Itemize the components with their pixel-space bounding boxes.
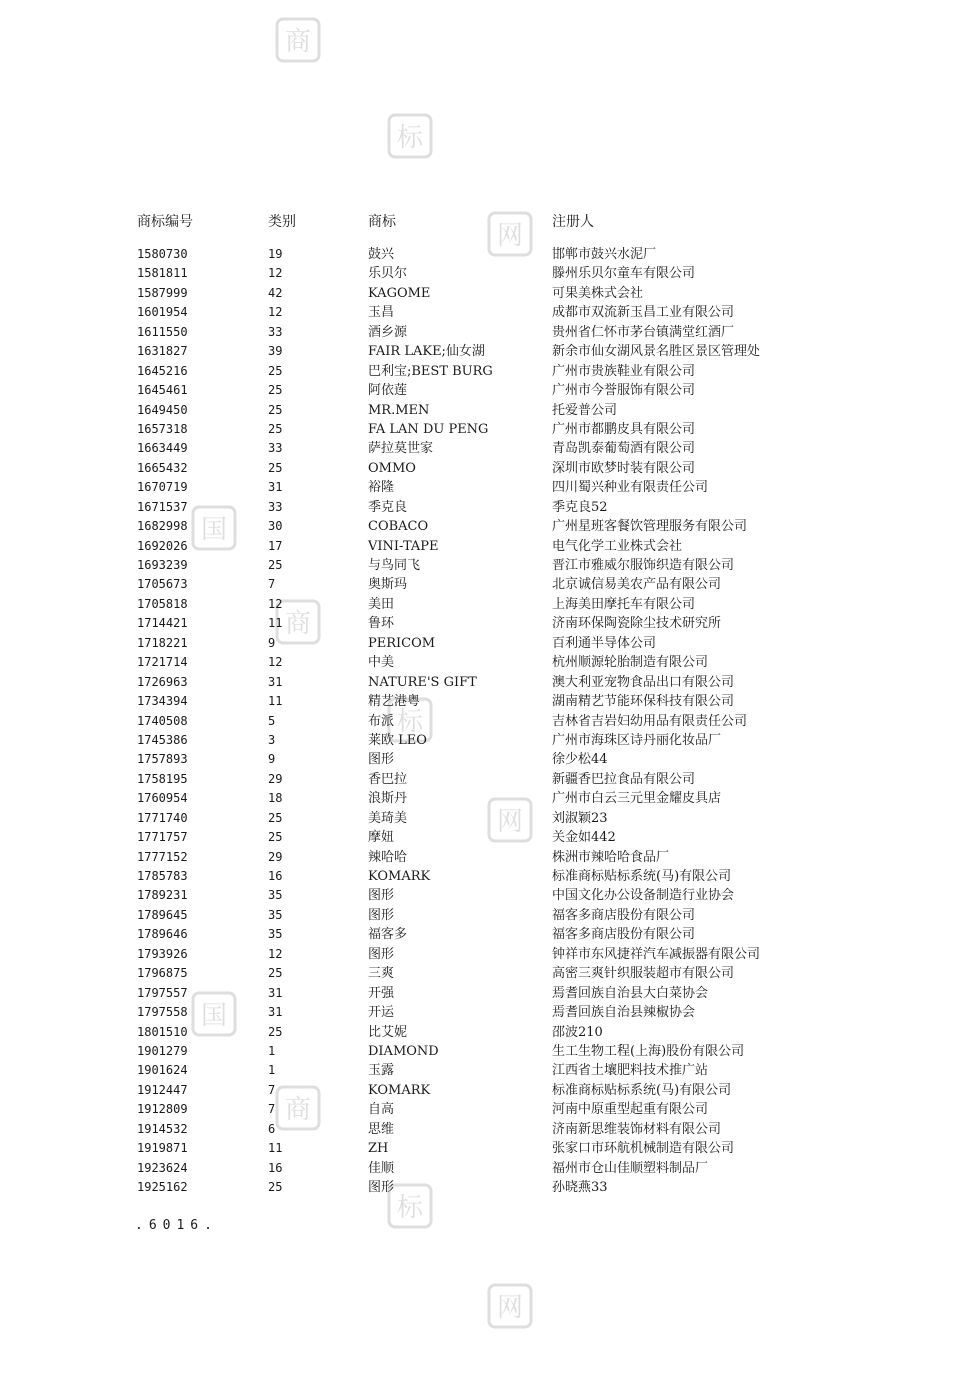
header-trademark-number: 商标编号 bbox=[137, 214, 193, 230]
table-row bbox=[0, 673, 980, 692]
class-cell: 33 bbox=[268, 441, 283, 456]
svg-text:国: 国 bbox=[200, 515, 228, 545]
registrant-cell: 高密三爽针织服装超市有限公司 bbox=[552, 966, 735, 982]
class-cell: 25 bbox=[268, 363, 283, 378]
registrant-cell: 刘淑颖23 bbox=[552, 810, 608, 826]
trademark-cell: 奥斯玛 bbox=[368, 577, 408, 593]
table-body bbox=[0, 245, 980, 1197]
registrant-cell: 株洲市辣哈哈食品厂 bbox=[552, 849, 670, 865]
trademark-cell: MR.MEN bbox=[368, 402, 430, 418]
trademark-number-cell: 1785783 bbox=[137, 869, 188, 883]
class-cell: 33 bbox=[268, 324, 283, 339]
trademark-number-cell: 1580730 bbox=[137, 247, 188, 261]
registrant-cell: 福州市仓山佳顺塑料制品厂 bbox=[552, 1160, 709, 1176]
trademark-cell: PERICOM bbox=[368, 635, 436, 651]
table-row bbox=[0, 1023, 980, 1042]
trademark-number-cell: 1611550 bbox=[137, 324, 188, 339]
table-row bbox=[0, 517, 980, 536]
class-cell: 35 bbox=[268, 907, 283, 922]
trademark-number-cell: 1726963 bbox=[137, 674, 188, 689]
table-row bbox=[0, 381, 980, 400]
trademark-cell: DIAMOND bbox=[368, 1043, 439, 1059]
trademark-number-cell: 1914532 bbox=[137, 1121, 188, 1136]
class-cell: 25 bbox=[268, 383, 283, 398]
table-row bbox=[0, 1081, 980, 1100]
svg-text:商: 商 bbox=[284, 1095, 312, 1125]
trademark-cell: 美田 bbox=[368, 596, 395, 612]
trademark-number-cell: 1777152 bbox=[137, 849, 188, 864]
trademark-cell: 美琦美 bbox=[368, 810, 408, 826]
trademark-cell: 辣哈哈 bbox=[368, 849, 408, 865]
trademark-cell: KOMARK bbox=[368, 869, 431, 884]
table-row bbox=[0, 712, 980, 731]
trademark-cell: COBACO bbox=[368, 519, 429, 535]
class-cell: 33 bbox=[268, 499, 283, 514]
table-header bbox=[0, 211, 980, 233]
registrant-cell: 标准商标贴标系统(马)有限公司 bbox=[552, 869, 732, 884]
table-row bbox=[0, 439, 980, 458]
class-cell: 1 bbox=[268, 1063, 276, 1078]
table-row bbox=[0, 750, 980, 769]
trademark-cell: 图形 bbox=[368, 752, 395, 768]
trademark-cell: OMMO bbox=[368, 460, 416, 476]
trademark-cell: 福客多 bbox=[368, 927, 408, 943]
trademark-number-cell: 1692026 bbox=[137, 538, 188, 553]
class-cell: 6 bbox=[268, 1121, 276, 1136]
trademark-number-cell: 1771757 bbox=[137, 830, 188, 845]
registrant-cell: 济南新思维装饰材料有限公司 bbox=[552, 1121, 722, 1137]
class-cell: 29 bbox=[268, 849, 283, 864]
trademark-number-cell: 1714421 bbox=[137, 616, 188, 631]
registrant-cell: 广州星班客餐饮管理服务有限公司 bbox=[552, 519, 748, 535]
registrant-cell: 百利通半导体公司 bbox=[552, 635, 657, 651]
table-row bbox=[0, 401, 980, 420]
trademark-number-cell: 1796875 bbox=[137, 966, 188, 981]
registrant-cell: 可果美株式会社 bbox=[552, 285, 644, 301]
registrant-cell: 中国文化办公设备制造行业协会 bbox=[552, 888, 735, 904]
class-cell: 35 bbox=[268, 888, 283, 903]
trademark-number-cell: 1801510 bbox=[137, 1024, 188, 1039]
class-cell: 7 bbox=[268, 1102, 276, 1117]
trademark-number-cell: 1789645 bbox=[137, 907, 188, 922]
class-cell: 5 bbox=[268, 713, 276, 728]
class-cell: 12 bbox=[268, 596, 283, 611]
trademark-number-cell: 1631827 bbox=[137, 344, 188, 359]
table-row bbox=[0, 1120, 980, 1139]
trademark-number-cell: 1745386 bbox=[137, 732, 188, 747]
class-cell: 25 bbox=[268, 1180, 283, 1194]
trademark-number-cell: 1665432 bbox=[137, 460, 188, 475]
registrant-cell: 深圳市欧梦时装有限公司 bbox=[552, 460, 696, 476]
trademark-cell: 图形 bbox=[368, 1180, 395, 1195]
class-cell: 31 bbox=[268, 480, 283, 495]
table-row bbox=[0, 964, 980, 983]
table-row bbox=[0, 945, 980, 964]
trademark-cell: 图形 bbox=[368, 946, 395, 962]
class-cell: 12 bbox=[268, 655, 283, 670]
trademark-number-cell: 1663449 bbox=[137, 441, 188, 456]
trademark-cell: 莱欧 LEO bbox=[368, 732, 427, 748]
table-row bbox=[0, 789, 980, 808]
page-marker: .6016. bbox=[135, 1218, 218, 1233]
table-row bbox=[0, 595, 980, 614]
trademark-number-cell: 1797557 bbox=[137, 985, 188, 1000]
class-cell: 12 bbox=[268, 305, 283, 320]
class-cell: 18 bbox=[268, 791, 283, 806]
trademark-number-cell: 1601954 bbox=[137, 305, 188, 320]
trademark-number-cell: 1705673 bbox=[137, 577, 188, 592]
registrant-cell: 湖南精艺节能环保科技有限公司 bbox=[552, 694, 735, 710]
registrant-cell: 广州市白云三元里金耀皮具店 bbox=[552, 791, 722, 807]
trademark-cell: 浪斯丹 bbox=[368, 791, 408, 807]
class-cell: 11 bbox=[268, 616, 283, 631]
trademark-cell: 精艺港粤 bbox=[368, 694, 421, 710]
trademark-cell: 三爽 bbox=[368, 966, 395, 982]
watermark-icon bbox=[274, 16, 322, 64]
registrant-cell: 成都市双流新玉昌工业有限公司 bbox=[552, 305, 735, 321]
registrant-cell: 钟祥市东风捷祥汽车减振器有限公司 bbox=[552, 946, 761, 962]
registrant-cell: 江西省土壤肥料技术推广站 bbox=[552, 1063, 709, 1079]
table-row bbox=[0, 420, 980, 439]
trademark-number-cell: 1925162 bbox=[137, 1180, 188, 1194]
registrant-cell: 广州市贵族鞋业有限公司 bbox=[552, 363, 696, 379]
trademark-cell: 鼓兴 bbox=[368, 247, 395, 262]
class-cell: 25 bbox=[268, 966, 283, 981]
registrant-cell: 四川蜀兴种业有限责任公司 bbox=[552, 480, 709, 496]
trademark-number-cell: 1705818 bbox=[137, 596, 188, 611]
registrant-cell: 标准商标贴标系统(马)有限公司 bbox=[552, 1082, 732, 1098]
registrant-cell: 张家口市环航机械制造有限公司 bbox=[552, 1141, 735, 1157]
table-row bbox=[0, 537, 980, 556]
trademark-cell: 比艾妮 bbox=[368, 1024, 408, 1040]
registrant-cell: 澳大利亚宠物食品出口有限公司 bbox=[552, 674, 735, 690]
table-row bbox=[0, 323, 980, 342]
trademark-number-cell: 1912447 bbox=[137, 1082, 188, 1097]
class-cell: 12 bbox=[268, 946, 283, 961]
svg-text:标: 标 bbox=[396, 123, 424, 153]
registrant-cell: 邵波210 bbox=[552, 1024, 603, 1040]
trademark-cell: 自高 bbox=[368, 1102, 395, 1118]
trademark-number-cell: 1789231 bbox=[137, 888, 188, 903]
trademark-cell: 开运 bbox=[368, 1005, 395, 1021]
trademark-cell: 鲁环 bbox=[368, 616, 395, 632]
class-cell: 30 bbox=[268, 519, 283, 534]
header-trademark: 商标 bbox=[368, 214, 396, 230]
class-cell: 25 bbox=[268, 421, 283, 436]
trademark-cell: 思维 bbox=[368, 1121, 395, 1137]
svg-text:商: 商 bbox=[284, 609, 312, 639]
class-cell: 25 bbox=[268, 830, 283, 845]
table-row bbox=[0, 1159, 980, 1178]
registrant-cell: 托爱普公司 bbox=[552, 402, 618, 418]
trademark-number-cell: 1793926 bbox=[137, 946, 188, 961]
table-row bbox=[0, 498, 980, 517]
trademark-cell: KOMARK bbox=[368, 1082, 431, 1098]
table-row bbox=[0, 731, 980, 750]
class-cell: 1 bbox=[268, 1043, 276, 1058]
registrant-cell: 广州市今誉服饰有限公司 bbox=[552, 383, 696, 399]
trademark-number-cell: 1645216 bbox=[137, 363, 188, 378]
class-cell: 9 bbox=[268, 635, 276, 650]
class-cell: 11 bbox=[268, 1141, 283, 1156]
trademark-number-cell: 1645461 bbox=[137, 383, 188, 398]
trademark-number-cell: 1682998 bbox=[137, 519, 188, 534]
trademark-cell: VINI-TAPE bbox=[368, 538, 439, 554]
table-row bbox=[0, 575, 980, 594]
class-cell: 7 bbox=[268, 577, 276, 592]
trademark-number-cell: 1671537 bbox=[137, 499, 188, 514]
table-row bbox=[0, 478, 980, 497]
trademark-cell: 摩妞 bbox=[368, 830, 395, 846]
svg-text:网: 网 bbox=[496, 1293, 524, 1323]
table-row bbox=[0, 1042, 980, 1061]
class-cell: 31 bbox=[268, 674, 283, 689]
trademark-cell: NATURE'S GIFT bbox=[368, 674, 477, 690]
registrant-cell: 电气化学工业株式会社 bbox=[552, 538, 683, 554]
trademark-number-cell: 1919871 bbox=[137, 1141, 188, 1156]
table-row bbox=[0, 925, 980, 944]
watermark-icon bbox=[486, 1282, 534, 1330]
trademark-cell: 佳顺 bbox=[368, 1160, 395, 1176]
table-row bbox=[0, 459, 980, 478]
table-row bbox=[0, 828, 980, 847]
class-cell: 19 bbox=[268, 247, 283, 261]
table-row bbox=[0, 1003, 980, 1022]
table-row bbox=[0, 692, 980, 711]
table-row bbox=[0, 556, 980, 575]
table-row bbox=[0, 867, 980, 886]
trademark-cell: 图形 bbox=[368, 888, 395, 904]
trademark-cell: 图形 bbox=[368, 907, 395, 923]
class-cell: 25 bbox=[268, 460, 283, 475]
table-row bbox=[0, 362, 980, 381]
table-row bbox=[0, 634, 980, 653]
registrant-cell: 滕州乐贝尔童车有限公司 bbox=[552, 266, 696, 282]
registrant-cell: 新余市仙女湖风景名胜区景区管理处 bbox=[552, 344, 761, 360]
trademark-number-cell: 1797558 bbox=[137, 1005, 188, 1020]
svg-text:网: 网 bbox=[496, 807, 524, 837]
trademark-number-cell: 1581811 bbox=[137, 266, 188, 281]
registrant-cell: 福客多商店股份有限公司 bbox=[552, 927, 696, 943]
trademark-number-cell: 1912809 bbox=[137, 1102, 188, 1117]
svg-text:标: 标 bbox=[396, 707, 424, 737]
class-cell: 25 bbox=[268, 558, 283, 572]
table-row bbox=[0, 342, 980, 361]
registrant-cell: 广州市都鹏皮具有限公司 bbox=[552, 421, 696, 437]
trademark-number-cell: 1587999 bbox=[137, 285, 188, 300]
trademark-number-cell: 1901624 bbox=[137, 1063, 188, 1078]
trademark-number-cell: 1757893 bbox=[137, 752, 188, 767]
table-row bbox=[0, 614, 980, 633]
trademark-cell: 中美 bbox=[368, 655, 395, 671]
registrant-cell: 季克良52 bbox=[552, 499, 608, 515]
trademark-cell: 香巴拉 bbox=[368, 771, 408, 787]
svg-text:网: 网 bbox=[496, 221, 524, 251]
registrant-cell: 广州市海珠区诗丹丽化妆品厂 bbox=[552, 732, 722, 748]
class-cell: 39 bbox=[268, 344, 283, 359]
table-row bbox=[0, 886, 980, 905]
table-row bbox=[0, 770, 980, 789]
trademark-number-cell: 1771740 bbox=[137, 810, 188, 825]
trademark-number-cell: 1789646 bbox=[137, 927, 188, 942]
trademark-number-cell: 1740508 bbox=[137, 713, 188, 728]
table-row bbox=[0, 653, 980, 672]
class-cell: 9 bbox=[268, 752, 276, 767]
trademark-cell: ZH bbox=[368, 1141, 389, 1157]
header-registrant: 注册人 bbox=[552, 214, 594, 230]
trademark-cell: FAIR LAKE;仙女湖 bbox=[368, 344, 485, 360]
trademark-cell: 季克良 bbox=[368, 499, 408, 515]
trademark-cell: 与鸟同飞 bbox=[368, 558, 421, 573]
trademark-cell: 巴利宝;BEST BURG bbox=[368, 363, 493, 379]
class-cell: 7 bbox=[268, 1082, 276, 1097]
trademark-number-cell: 1923624 bbox=[137, 1160, 188, 1175]
registrant-cell: 上海美田摩托车有限公司 bbox=[552, 596, 696, 612]
trademark-number-cell: 1670719 bbox=[137, 480, 188, 495]
registrant-cell: 晋江市雅威尔服饰织造有限公司 bbox=[552, 558, 735, 573]
svg-text:标: 标 bbox=[396, 1193, 424, 1223]
table-row bbox=[0, 303, 980, 322]
registrant-cell: 孙晓燕33 bbox=[552, 1180, 608, 1195]
table-row bbox=[0, 906, 980, 925]
class-cell: 31 bbox=[268, 985, 283, 1000]
class-cell: 11 bbox=[268, 694, 283, 709]
table-row bbox=[0, 984, 980, 1003]
trademark-number-cell: 1721714 bbox=[137, 655, 188, 670]
trademark-number-cell: 1758195 bbox=[137, 771, 188, 786]
trademark-cell: 布派 bbox=[368, 713, 395, 729]
table-row bbox=[0, 848, 980, 867]
trademark-number-cell: 1760954 bbox=[137, 791, 188, 806]
trademark-number-cell: 1718221 bbox=[137, 635, 188, 650]
class-cell: 35 bbox=[268, 927, 283, 942]
registrant-cell: 邯郸市鼓兴水泥厂 bbox=[552, 247, 657, 262]
trademark-cell: 乐贝尔 bbox=[368, 266, 408, 282]
registrant-cell: 济南环保陶瓷除尘技术研究所 bbox=[552, 616, 722, 632]
trademark-number-cell: 1649450 bbox=[137, 402, 188, 417]
class-cell: 42 bbox=[268, 285, 283, 300]
table-row bbox=[0, 284, 980, 303]
trademark-cell: 开强 bbox=[368, 985, 395, 1001]
registrant-cell: 贵州省仁怀市茅台镇满堂红酒厂 bbox=[552, 324, 735, 340]
class-cell: 29 bbox=[268, 771, 283, 786]
trademark-cell: FA LAN DU PENG bbox=[368, 421, 489, 437]
registrant-cell: 青岛凯泰葡萄酒有限公司 bbox=[552, 441, 696, 457]
class-cell: 25 bbox=[268, 402, 283, 417]
class-cell: 16 bbox=[268, 1160, 283, 1175]
registrant-cell: 焉耆回族自治县大白菜协会 bbox=[552, 985, 709, 1001]
class-cell: 16 bbox=[268, 869, 283, 883]
trademark-cell: KAGOME bbox=[368, 285, 431, 301]
trademark-number-cell: 1693239 bbox=[137, 558, 188, 572]
trademark-cell: 酒乡源 bbox=[368, 324, 408, 340]
registrant-cell: 北京诚信易美农产品有限公司 bbox=[552, 577, 722, 593]
trademark-cell: 阿依莲 bbox=[368, 383, 408, 399]
trademark-number-cell: 1734394 bbox=[137, 694, 188, 709]
trademark-number-cell: 1901279 bbox=[137, 1043, 188, 1058]
class-cell: 3 bbox=[268, 732, 276, 747]
registrant-cell: 河南中原重型起重有限公司 bbox=[552, 1102, 709, 1118]
watermark-icon bbox=[386, 112, 434, 160]
class-cell: 25 bbox=[268, 810, 283, 825]
table-row bbox=[0, 1139, 980, 1158]
registrant-cell: 关金如442 bbox=[552, 830, 616, 846]
svg-text:商: 商 bbox=[284, 27, 312, 57]
trademark-number-cell: 1657318 bbox=[137, 421, 188, 436]
table-row bbox=[0, 1100, 980, 1119]
table-row bbox=[0, 264, 980, 283]
registrant-cell: 新疆香巴拉食品有限公司 bbox=[552, 771, 696, 787]
registrant-cell: 徐少松44 bbox=[552, 752, 608, 768]
class-cell: 12 bbox=[268, 266, 283, 281]
class-cell: 17 bbox=[268, 538, 283, 553]
table-row bbox=[0, 245, 980, 264]
svg-text:国: 国 bbox=[200, 1001, 228, 1031]
table-row bbox=[0, 809, 980, 828]
registrant-cell: 福客多商店股份有限公司 bbox=[552, 907, 696, 923]
trademark-cell: 玉露 bbox=[368, 1063, 395, 1079]
trademark-cell: 玉昌 bbox=[368, 305, 395, 321]
class-cell: 31 bbox=[268, 1005, 283, 1020]
table-row bbox=[0, 1061, 980, 1080]
trademark-cell: 裕隆 bbox=[368, 480, 395, 496]
registrant-cell: 杭州顺源轮胎制造有限公司 bbox=[552, 655, 709, 671]
table-row bbox=[0, 1178, 980, 1197]
class-cell: 25 bbox=[268, 1024, 283, 1039]
trademark-cell: 萨拉莫世家 bbox=[368, 441, 434, 457]
registrant-cell: 吉林省吉岩妇幼用品有限责任公司 bbox=[552, 713, 748, 729]
header-class: 类别 bbox=[268, 214, 296, 230]
registrant-cell: 焉耆回族自治县辣椒协会 bbox=[552, 1005, 696, 1021]
registrant-cell: 生工生物工程(上海)股份有限公司 bbox=[552, 1043, 745, 1059]
